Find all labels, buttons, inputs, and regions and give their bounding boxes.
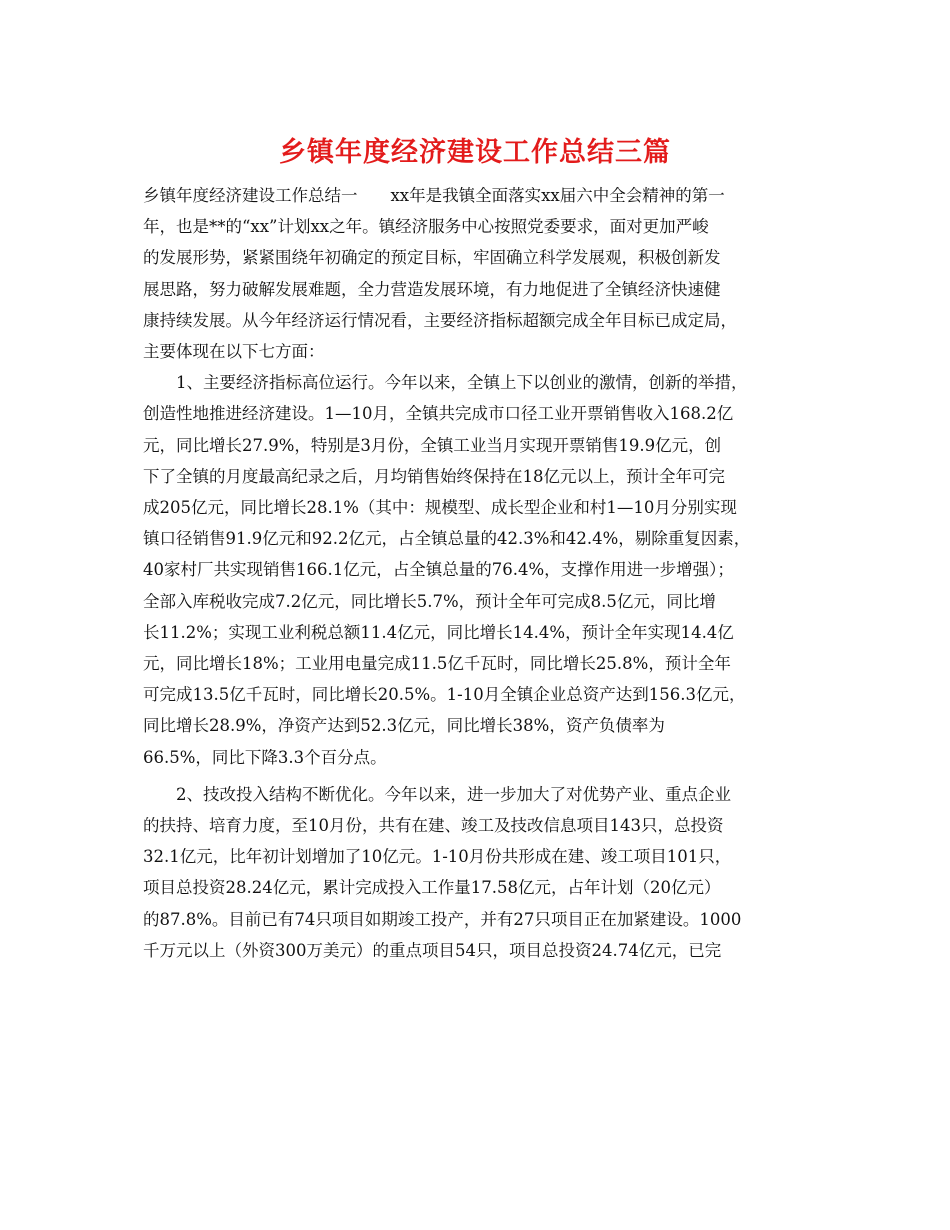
text-line: 的发展形势，紧紧围绕年初确定的预定目标，牢固确立科学发展观，积极创新发 xyxy=(143,248,721,268)
text-line: 40家村厂共实现销售166.1亿元，占全镇总量的76.4%，支撑作用进一步增强）； xyxy=(143,560,734,580)
text-line: 的87.8%。目前已有74只项目如期竣工投产，并有27只项目正在加紧建设。1000 xyxy=(143,909,742,929)
paragraph-investment xyxy=(143,779,808,966)
text-line: 1、主要经济指标高位运行。今年以来，全镇上下以创业的激情，创新的举措， xyxy=(176,373,748,393)
text-line: 主要体现在以下七方面： xyxy=(143,342,325,362)
text-line: 乡镇年度经济建设工作总结一 xx年是我镇全面落实xx届六中全会精神的第一 xyxy=(143,186,725,205)
text-line: 的扶持、培育力度，至10月份，共有在建、竣工及技改信息项目143只，总投资 xyxy=(143,816,724,836)
text-line: 项目总投资28.24亿元，累计完成投入工作量17.58亿元，占年计划（20亿元） xyxy=(143,878,721,898)
text-line: 创造性地推进经济建设。1—10月，全镇共完成市口径工业开票销售收入168.2亿 xyxy=(143,404,734,424)
text-line: 可完成13.5亿千瓦时，同比增长20.5%。1-10月全镇企业总资产达到156.3亿元， xyxy=(143,685,746,705)
text-line: 元，同比增长18%；工业用电量完成11.5亿千瓦时，同比增长25.8%，预计全年 xyxy=(143,654,731,674)
paragraph-indicators xyxy=(143,367,808,773)
text-line: 下了全镇的月度最高纪录之后，月均销售始终保持在18亿元以上，预计全年可完 xyxy=(143,466,725,486)
text-line: 康持续发展。从今年经济运行情况看，主要经济指标超额完成全年目标已成定局， xyxy=(143,310,737,330)
text-line: 镇口径销售91.9亿元和92.2亿元，占全镇总量的42.3%和42.4%，剔除重复因素， xyxy=(143,529,751,549)
text-line: 同比增长28.9%，净资产达到52.3亿元，同比增长38%，资产负债率为 xyxy=(143,716,665,736)
text-line: 展思路，努力破解发展难题，全力营造发展环境，有力地促进了全镇经济快速健 xyxy=(143,279,721,299)
text-line: 元，同比增长27.9%，特别是3月份，全镇工业当月实现开票销售19.9亿元，创 xyxy=(143,435,722,455)
text-line: 66.5%，同比下降3.3个百分点。 xyxy=(143,747,387,767)
paragraph-intro xyxy=(143,180,808,367)
text-line: 成205亿元，同比增长28.1%（其中：规模型、成长型企业和村1—10月分别实现 xyxy=(143,498,737,518)
text-line: 千万元以上（外资300万美元）的重点项目54只，项目总投资24.74亿元，已完 xyxy=(143,940,722,960)
document-title: 乡镇年度经济建设工作总结三篇 xyxy=(279,137,671,168)
document-body xyxy=(143,180,808,966)
text-line: 32.1亿元，比年初计划增加了10亿元。1-10月份共形成在建、竣工项目101只， xyxy=(143,847,732,867)
text-line: 长11.2%；实现工业利税总额11.4亿元，同比增长14.4%，预计全年实现14.4亿 xyxy=(143,622,734,642)
text-line: 2、技改投入结构不断优化。今年以来，进一步加大了对优势产业、重点企业 xyxy=(176,784,731,804)
text-line: 年，也是**的“xx”计划xx之年。镇经济服务中心按照党委要求，面对更加严峻 xyxy=(143,217,709,237)
text-line: 全部入库税收完成7.2亿元，同比增长5.7%，预计全年可完成8.5亿元，同比增 xyxy=(143,591,716,611)
